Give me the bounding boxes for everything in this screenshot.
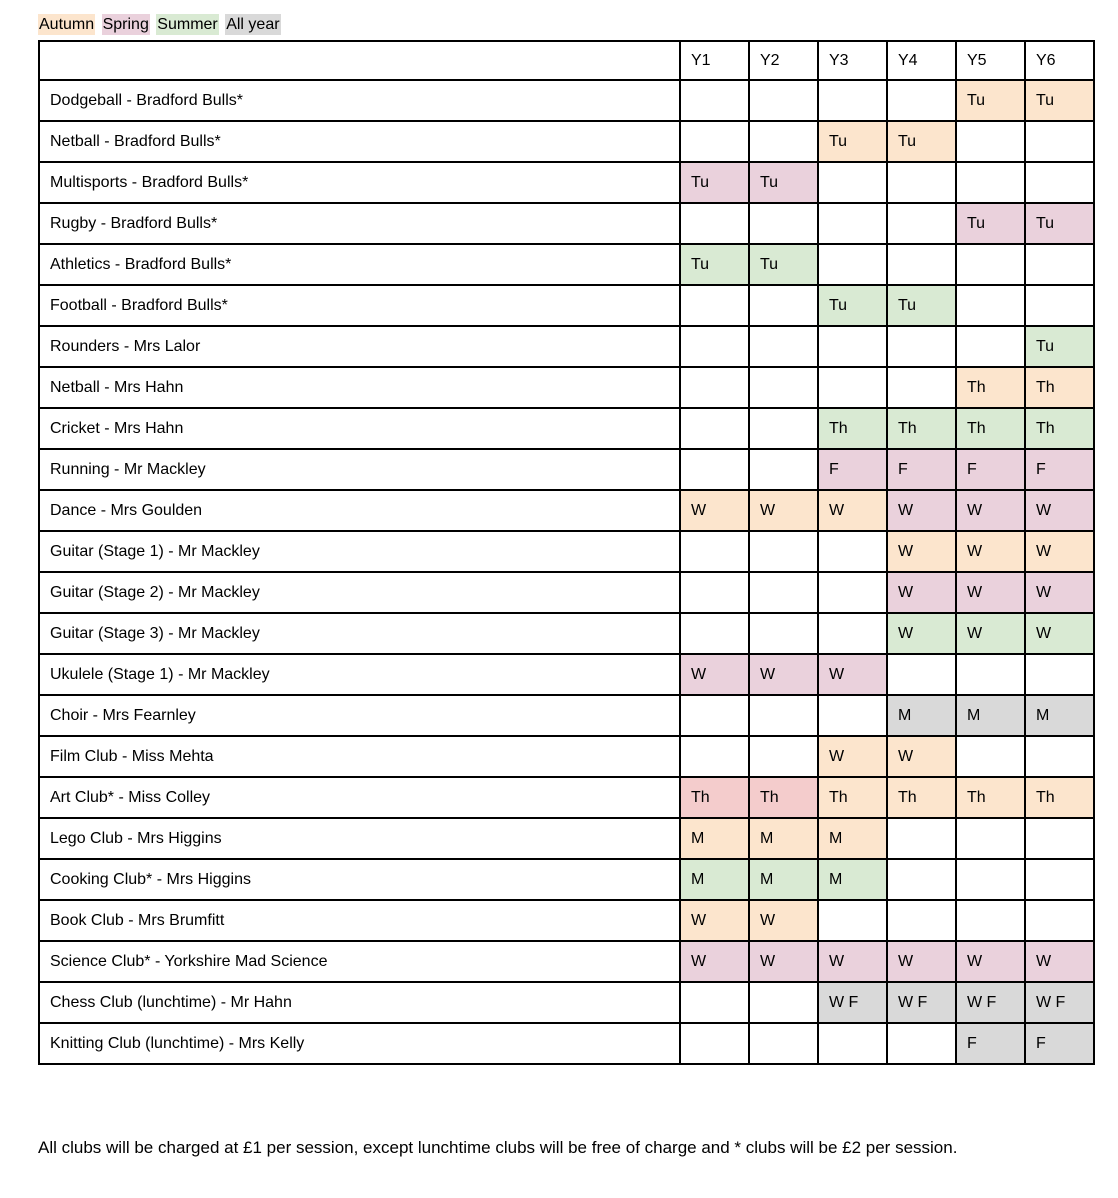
club-name-cell: Dance - Mrs Goulden: [39, 490, 680, 531]
table-row: [39, 244, 1094, 285]
clubs-schedule-table: [38, 40, 1095, 1065]
schedule-cell-y5: F: [956, 1023, 1025, 1064]
schedule-cell-y2: [749, 203, 818, 244]
table-row: [39, 613, 1094, 654]
schedule-cell-y6: W: [1025, 490, 1094, 531]
table-row: [39, 408, 1094, 449]
table-row: [39, 80, 1094, 121]
club-name-cell: Science Club* - Yorkshire Mad Science: [39, 941, 680, 982]
schedule-cell-y4: [887, 1023, 956, 1064]
table-row: [39, 695, 1094, 736]
table-row: [39, 736, 1094, 777]
schedule-cell-y5: [956, 859, 1025, 900]
table-row: [39, 490, 1094, 531]
schedule-cell-y5: Th: [956, 408, 1025, 449]
schedule-cell-y2: [749, 695, 818, 736]
schedule-cell-y6: F: [1025, 449, 1094, 490]
schedule-cell-y2: [749, 736, 818, 777]
schedule-cell-y6: W F: [1025, 982, 1094, 1023]
schedule-cell-y4: [887, 80, 956, 121]
schedule-cell-y2: Th: [749, 777, 818, 818]
schedule-cell-y4: [887, 162, 956, 203]
schedule-cell-y1: [680, 80, 749, 121]
schedule-cell-y5: M: [956, 695, 1025, 736]
schedule-cell-y5: [956, 900, 1025, 941]
club-name-cell: Athletics - Bradford Bulls*: [39, 244, 680, 285]
schedule-cell-y5: Tu: [956, 203, 1025, 244]
club-name-cell: Netball - Mrs Hahn: [39, 367, 680, 408]
schedule-cell-y4: Tu: [887, 285, 956, 326]
schedule-cell-y3: Th: [818, 408, 887, 449]
table-row: [39, 818, 1094, 859]
schedule-cell-y2: [749, 367, 818, 408]
schedule-cell-y2: [749, 982, 818, 1023]
schedule-cell-y4: [887, 367, 956, 408]
schedule-cell-y2: [749, 326, 818, 367]
schedule-cell-y5: [956, 736, 1025, 777]
schedule-cell-y1: Tu: [680, 162, 749, 203]
schedule-cell-y3: Tu: [818, 285, 887, 326]
schedule-cell-y1: [680, 326, 749, 367]
schedule-cell-y5: Tu: [956, 80, 1025, 121]
table-row: [39, 203, 1094, 244]
schedule-cell-y3: [818, 326, 887, 367]
table-row: [39, 941, 1094, 982]
table-row: [39, 982, 1094, 1023]
club-name-cell: Choir - Mrs Fearnley: [39, 695, 680, 736]
club-name-cell: Dodgeball - Bradford Bulls*: [39, 80, 680, 121]
schedule-cell-y4: Th: [887, 777, 956, 818]
schedule-cell-y6: [1025, 818, 1094, 859]
schedule-cell-y3: M: [818, 818, 887, 859]
schedule-cell-y1: M: [680, 859, 749, 900]
schedule-cell-y5: W: [956, 572, 1025, 613]
club-name-cell: Running - Mr Mackley: [39, 449, 680, 490]
schedule-cell-y5: W: [956, 490, 1025, 531]
schedule-cell-y5: W: [956, 531, 1025, 572]
schedule-cell-y5: [956, 285, 1025, 326]
schedule-cell-y4: Th: [887, 408, 956, 449]
schedule-cell-y5: [956, 244, 1025, 285]
schedule-cell-y1: [680, 695, 749, 736]
schedule-cell-y6: Tu: [1025, 326, 1094, 367]
schedule-cell-y5: [956, 121, 1025, 162]
schedule-cell-y4: [887, 244, 956, 285]
schedule-cell-y5: W: [956, 613, 1025, 654]
club-name-cell: Cricket - Mrs Hahn: [39, 408, 680, 449]
schedule-cell-y4: W: [887, 572, 956, 613]
schedule-cell-y4: [887, 326, 956, 367]
table-row: [39, 1023, 1094, 1064]
club-name-cell: Art Club* - Miss Colley: [39, 777, 680, 818]
schedule-cell-y6: Th: [1025, 367, 1094, 408]
schedule-cell-y3: W: [818, 941, 887, 982]
table-row: [39, 531, 1094, 572]
schedule-cell-y3: W: [818, 490, 887, 531]
year-header-y3: Y3: [818, 41, 887, 80]
year-header-y6: Y6: [1025, 41, 1094, 80]
schedule-cell-y5: Th: [956, 367, 1025, 408]
schedule-cell-y1: W: [680, 490, 749, 531]
schedule-cell-y4: W: [887, 531, 956, 572]
schedule-cell-y3: [818, 1023, 887, 1064]
club-name-cell: Lego Club - Mrs Higgins: [39, 818, 680, 859]
schedule-cell-y6: M: [1025, 695, 1094, 736]
schedule-cell-y2: [749, 449, 818, 490]
schedule-cell-y3: [818, 367, 887, 408]
club-name-cell: Football - Bradford Bulls*: [39, 285, 680, 326]
year-header-y2: Y2: [749, 41, 818, 80]
schedule-cell-y6: Th: [1025, 408, 1094, 449]
schedule-cell-y4: [887, 859, 956, 900]
schedule-cell-y2: [749, 285, 818, 326]
schedule-cell-y2: [749, 572, 818, 613]
schedule-cell-y6: [1025, 900, 1094, 941]
schedule-cell-y6: W: [1025, 613, 1094, 654]
schedule-cell-y5: Th: [956, 777, 1025, 818]
schedule-cell-y2: W: [749, 941, 818, 982]
schedule-cell-y1: W: [680, 941, 749, 982]
schedule-cell-y2: [749, 408, 818, 449]
club-name-cell: Rugby - Bradford Bulls*: [39, 203, 680, 244]
club-name-cell: Ukulele (Stage 1) - Mr Mackley: [39, 654, 680, 695]
year-header-y5: Y5: [956, 41, 1025, 80]
year-header-y1: Y1: [680, 41, 749, 80]
schedule-cell-y4: [887, 654, 956, 695]
schedule-cell-y1: [680, 285, 749, 326]
schedule-cell-y2: Tu: [749, 244, 818, 285]
schedule-cell-y1: [680, 531, 749, 572]
table-row: [39, 449, 1094, 490]
schedule-cell-y3: [818, 572, 887, 613]
schedule-cell-y1: [680, 982, 749, 1023]
club-name-cell: Rounders - Mrs Lalor: [39, 326, 680, 367]
schedule-cell-y3: [818, 613, 887, 654]
table-row: [39, 654, 1094, 695]
schedule-cell-y1: [680, 408, 749, 449]
club-name-cell: Film Club - Miss Mehta: [39, 736, 680, 777]
schedule-cell-y1: W: [680, 900, 749, 941]
schedule-cell-y4: [887, 818, 956, 859]
schedule-cell-y6: [1025, 244, 1094, 285]
schedule-cell-y3: M: [818, 859, 887, 900]
schedule-cell-y6: [1025, 859, 1094, 900]
schedule-cell-y5: [956, 654, 1025, 695]
schedule-cell-y3: [818, 162, 887, 203]
schedule-cell-y2: [749, 1023, 818, 1064]
schedule-cell-y5: [956, 818, 1025, 859]
schedule-cell-y6: W: [1025, 941, 1094, 982]
schedule-cell-y4: W: [887, 736, 956, 777]
schedule-cell-y1: [680, 203, 749, 244]
schedule-cell-y2: Tu: [749, 162, 818, 203]
schedule-cell-y1: [680, 1023, 749, 1064]
schedule-cell-y5: W F: [956, 982, 1025, 1023]
schedule-cell-y5: F: [956, 449, 1025, 490]
schedule-cell-y3: W: [818, 654, 887, 695]
schedule-cell-y3: W F: [818, 982, 887, 1023]
schedule-cell-y2: M: [749, 818, 818, 859]
schedule-cell-y2: W: [749, 900, 818, 941]
legend-item-summer: Summer: [157, 16, 218, 33]
table-row: [39, 777, 1094, 818]
year-header-row: [39, 41, 1094, 80]
schedule-cell-y6: W: [1025, 531, 1094, 572]
empty-corner-cell: [39, 41, 680, 80]
schedule-cell-y3: Th: [818, 777, 887, 818]
schedule-cell-y6: [1025, 121, 1094, 162]
table-row: [39, 162, 1094, 203]
club-name-cell: Guitar (Stage 2) - Mr Mackley: [39, 572, 680, 613]
pricing-note: All clubs will be charged at £1 per session, except lunchtime clubs will be free of charge and * clubs will be £2 per session.: [38, 1138, 958, 1157]
schedule-cell-y2: W: [749, 490, 818, 531]
schedule-cell-y1: [680, 121, 749, 162]
schedule-cell-y6: Th: [1025, 777, 1094, 818]
schedule-cell-y3: [818, 695, 887, 736]
schedule-cell-y1: Th: [680, 777, 749, 818]
schedule-cell-y6: F: [1025, 1023, 1094, 1064]
schedule-cell-y1: [680, 572, 749, 613]
table-row: [39, 859, 1094, 900]
schedule-cell-y2: M: [749, 859, 818, 900]
table-row: [39, 367, 1094, 408]
schedule-cell-y5: W: [956, 941, 1025, 982]
schedule-cell-y3: [818, 900, 887, 941]
club-name-cell: Guitar (Stage 3) - Mr Mackley: [39, 613, 680, 654]
year-header-y4: Y4: [887, 41, 956, 80]
schedule-cell-y5: [956, 326, 1025, 367]
schedule-cell-y2: W: [749, 654, 818, 695]
schedule-cell-y6: Tu: [1025, 203, 1094, 244]
club-name-cell: Netball - Bradford Bulls*: [39, 121, 680, 162]
schedule-cell-y6: W: [1025, 572, 1094, 613]
schedule-cell-y4: W: [887, 941, 956, 982]
schedule-cell-y5: [956, 162, 1025, 203]
schedule-cell-y1: [680, 736, 749, 777]
club-name-cell: Cooking Club* - Mrs Higgins: [39, 859, 680, 900]
schedule-cell-y3: [818, 244, 887, 285]
schedule-cell-y4: F: [887, 449, 956, 490]
club-name-cell: Chess Club (lunchtime) - Mr Hahn: [39, 982, 680, 1023]
table-row: [39, 285, 1094, 326]
schedule-cell-y2: [749, 80, 818, 121]
schedule-cell-y3: W: [818, 736, 887, 777]
schedule-cell-y2: [749, 613, 818, 654]
table-row: [39, 572, 1094, 613]
schedule-cell-y6: Tu: [1025, 80, 1094, 121]
schedule-cell-y4: W: [887, 613, 956, 654]
legend-item-autumn: Autumn: [39, 16, 95, 33]
schedule-cell-y1: M: [680, 818, 749, 859]
schedule-cell-y6: [1025, 736, 1094, 777]
schedule-cell-y6: [1025, 285, 1094, 326]
schedule-cell-y1: [680, 449, 749, 490]
club-name-cell: Guitar (Stage 1) - Mr Mackley: [39, 531, 680, 572]
schedule-cell-y4: [887, 203, 956, 244]
club-name-cell: Multisports - Bradford Bulls*: [39, 162, 680, 203]
legend-item-spring: Spring: [102, 16, 149, 33]
table-row: [39, 121, 1094, 162]
schedule-cell-y4: W F: [887, 982, 956, 1023]
schedule-cell-y4: M: [887, 695, 956, 736]
schedule-cell-y6: [1025, 162, 1094, 203]
schedule-cell-y4: [887, 900, 956, 941]
schedule-cell-y4: W: [887, 490, 956, 531]
schedule-cell-y1: W: [680, 654, 749, 695]
schedule-cell-y1: [680, 613, 749, 654]
schedule-cell-y3: [818, 531, 887, 572]
schedule-cell-y3: [818, 203, 887, 244]
schedule-cell-y3: F: [818, 449, 887, 490]
schedule-cell-y2: [749, 121, 818, 162]
schedule-cell-y3: [818, 80, 887, 121]
table-row: [39, 326, 1094, 367]
schedule-cell-y3: Tu: [818, 121, 887, 162]
club-name-cell: Book Club - Mrs Brumfitt: [39, 900, 680, 941]
schedule-cell-y2: [749, 531, 818, 572]
schedule-cell-y6: [1025, 654, 1094, 695]
schedule-cell-y1: Tu: [680, 244, 749, 285]
schedule-cell-y4: Tu: [887, 121, 956, 162]
legend-item-all-year: All year: [226, 16, 280, 33]
clubs-table-body: [39, 80, 1094, 1064]
season-legend: [38, 14, 281, 36]
table-row: [39, 900, 1094, 941]
schedule-cell-y1: [680, 367, 749, 408]
club-name-cell: Knitting Club (lunchtime) - Mrs Kelly: [39, 1023, 680, 1064]
legend-separator: [95, 16, 101, 33]
